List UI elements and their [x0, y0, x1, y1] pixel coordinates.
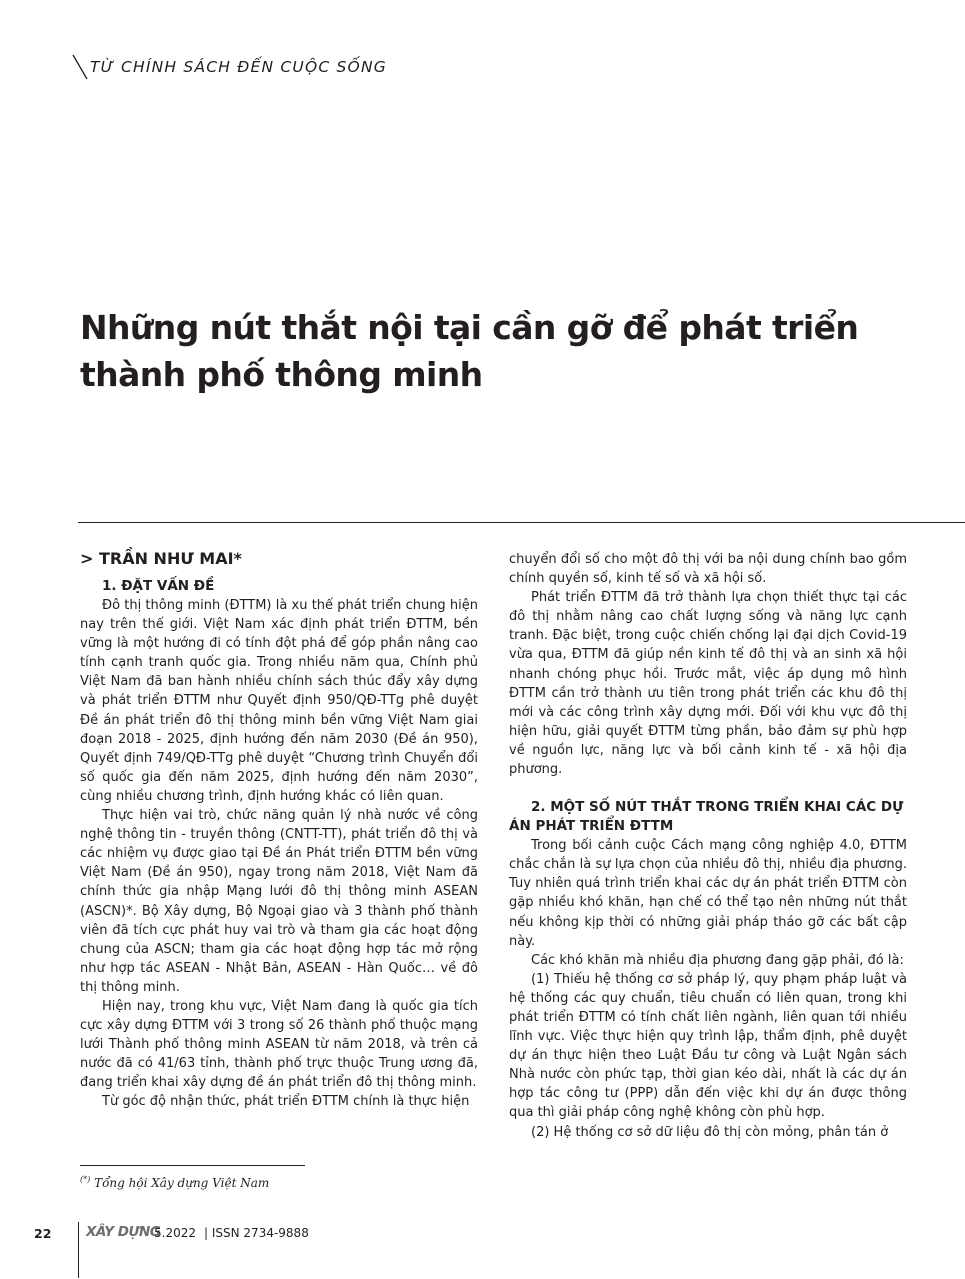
- paragraph: Các khó khăn mà nhiều địa phương đang gặp phải, đó là:: [531, 952, 904, 968]
- section-tag: [72, 52, 472, 82]
- paragraph: Từ góc độ nhận thức, phát triển ĐTTM chính là thực hiện: [102, 1094, 470, 1110]
- paragraph-continued: chuyển đổi số cho một đô thị với ba nội dung chính bao gồm chính quyền số, kinh tế số và xã hội số.: [509, 552, 907, 587]
- footer-divider: [78, 1222, 79, 1278]
- section-label: TỪ CHÍNH SÁCH ĐẾN CUỘC SỐNG: [90, 58, 387, 76]
- paragraph: Đô thị thông minh (ĐTTM) là xu thế phát triển chung hiện nay trên thế giới. Việt Nam xác định phát triển ĐTTM, bền vững là một hướng đi có tính đột phá để góp phần nâng cao tính cạnh tranh quốc gia. Trong nhiều năm qua, Chính phủ Việt Nam đã ban hành nhiều chính sách thúc đẩy xây dựng và phát triển ĐTTM như Quyết định 950/QĐ-TTg phê duyệt Đề án phát triển đô thị thông minh bền vững Việt Nam giai đoạn 2018 - 2025, định hướng đến năm 2030 (Đề án 950), Quyết định 749/QĐ-TTg phê duyệt “Chương trình Chuyển đổi số quốc gia đến năm 2025, định hướng đến năm 2030”, cùng nhiều chương trình, định hướng khác có liên quan.: [80, 598, 478, 804]
- article-title: Những nút thắt nội tại cần gỡ để phát triển thành phố thông minh: [80, 308, 859, 394]
- paragraph: Hiện nay, trong khu vực, Việt Nam đang là quốc gia tích cực xây dựng ĐTTM với 3 trong số 26 thành phố thuộc mạng lưới Thành phố thông minh ASEAN từ năm 2018, và trên cả nước đã có 41/63 tỉnh, thành phố trực thuộc Trung ương đã, đang triển khai xây dựng đề án phát triển đô thị thông minh.: [80, 998, 478, 1091]
- magazine-name: XÂY DỰNG: [86, 1224, 161, 1240]
- paragraph: (1) Thiếu hệ thống cơ sở pháp lý, quy phạm pháp luật và hệ thống các quy chuẩn, tiêu chuẩn có liên quan, trong khi phát triển ĐTTM có tính chất liên ngành, liên quan tới nhiều lĩnh vực. Việc thực hiện quy trình lập, thẩm định, phê duyệt dự án thực hiện theo Luật Đầu tư công và Luật Ngân sách Nhà nước còn phức tạp, thời gian kéo dài, nhất là các dự án hợp tác công tư (PPP) dẫn đến việc khi dự án được thông qua thì giải pháp công nghệ không còn phù hợp.: [509, 971, 907, 1121]
- paragraph: Trong bối cảnh cuộc Cách mạng công nghiệp 4.0, ĐTTM chắc chắn là sự lựa chọn của nhiều đô thị, nhiều địa phương. Tuy nhiên quá trình triển khai các dự án phát triển ĐTTM còn gặp nhiều khó khăn, hạn chế có thể tạo nên những nút thắt nếu không kịp thời có những giải pháp tháo gỡ các bất cập này.: [509, 838, 907, 949]
- page-number: 22: [34, 1226, 52, 1241]
- footnote: [80, 1175, 269, 1190]
- footnote-text: Tổng hội Xây dựng Việt Nam: [94, 1176, 270, 1190]
- issue-number: 5.2022: [154, 1226, 196, 1240]
- section-heading-2: 2. MỘT SỐ NÚT THẮT TRONG TRIỂN KHAI CÁC DỰ ÁN PHÁT TRIỂN ĐTTM: [509, 799, 904, 835]
- footnote-divider: [80, 1165, 305, 1166]
- paragraph: Thực hiện vai trò, chức năng quản lý nhà nước về công nghệ thông tin - truyền thông (CNTT-TT), phát triển đô thị và các nhiệm vụ được giao tại Đề án Phát triển ĐTTM bền vững Việt Nam (Đề án 950), ngay trong năm 2018, Việt Nam đã chính thức gia nhập Mạng lưới đô thị thông minh ASEAN (ASCN)*. Bộ Xây dựng, Bộ Ngoại giao và 3 thành phố thành viên đã tích cực phát huy vai trò và tham gia các hoạt động chung của ASCN; tham gia các hoạt động hợp tác mở rộng như hợp tác ASEAN - Nhật Bản, ASEAN - Hàn Quốc… về đô thị thông minh.: [80, 808, 478, 995]
- paragraph: Phát triển ĐTTM đã trở thành lựa chọn thiết thực tại các đô thị nhằm nâng cao chất lượng sống và năng lực cạnh tranh. Đặc biệt, trong cuộc chiến chống lại đại dịch Covid-19 vừa qua, ĐTTM đã giúp nền kinh tế đô thị và an sinh xã hội nhanh chóng phục hồi. Trước mắt, việc áp dụng mô hình ĐTTM cần trở thành ưu tiên trong phát triển các khu đô thị mới và các công trình xây dựng mới. Đối với khu vực đô thị hiện hữu, giải quyết ĐTTM từng phần, bảo đảm sự phù hợp về nguồn lực, năng lực và bối cảnh kinh tế - xã hội địa phương.: [509, 590, 907, 778]
- left-column: [80, 548, 478, 1112]
- author-byline: > TRẦN NHƯ MAI*: [80, 549, 242, 568]
- title-divider: [78, 522, 965, 523]
- footnote-marker: (*): [80, 1175, 91, 1184]
- paragraph: (2) Hệ thống cơ sở dữ liệu đô thị còn mỏng, phân tán ở: [531, 1124, 889, 1140]
- right-column: [509, 550, 907, 1142]
- section-heading-1: 1. ĐẶT VẤN ĐỀ: [102, 578, 215, 594]
- issn: | ISSN 2734-9888: [204, 1226, 309, 1240]
